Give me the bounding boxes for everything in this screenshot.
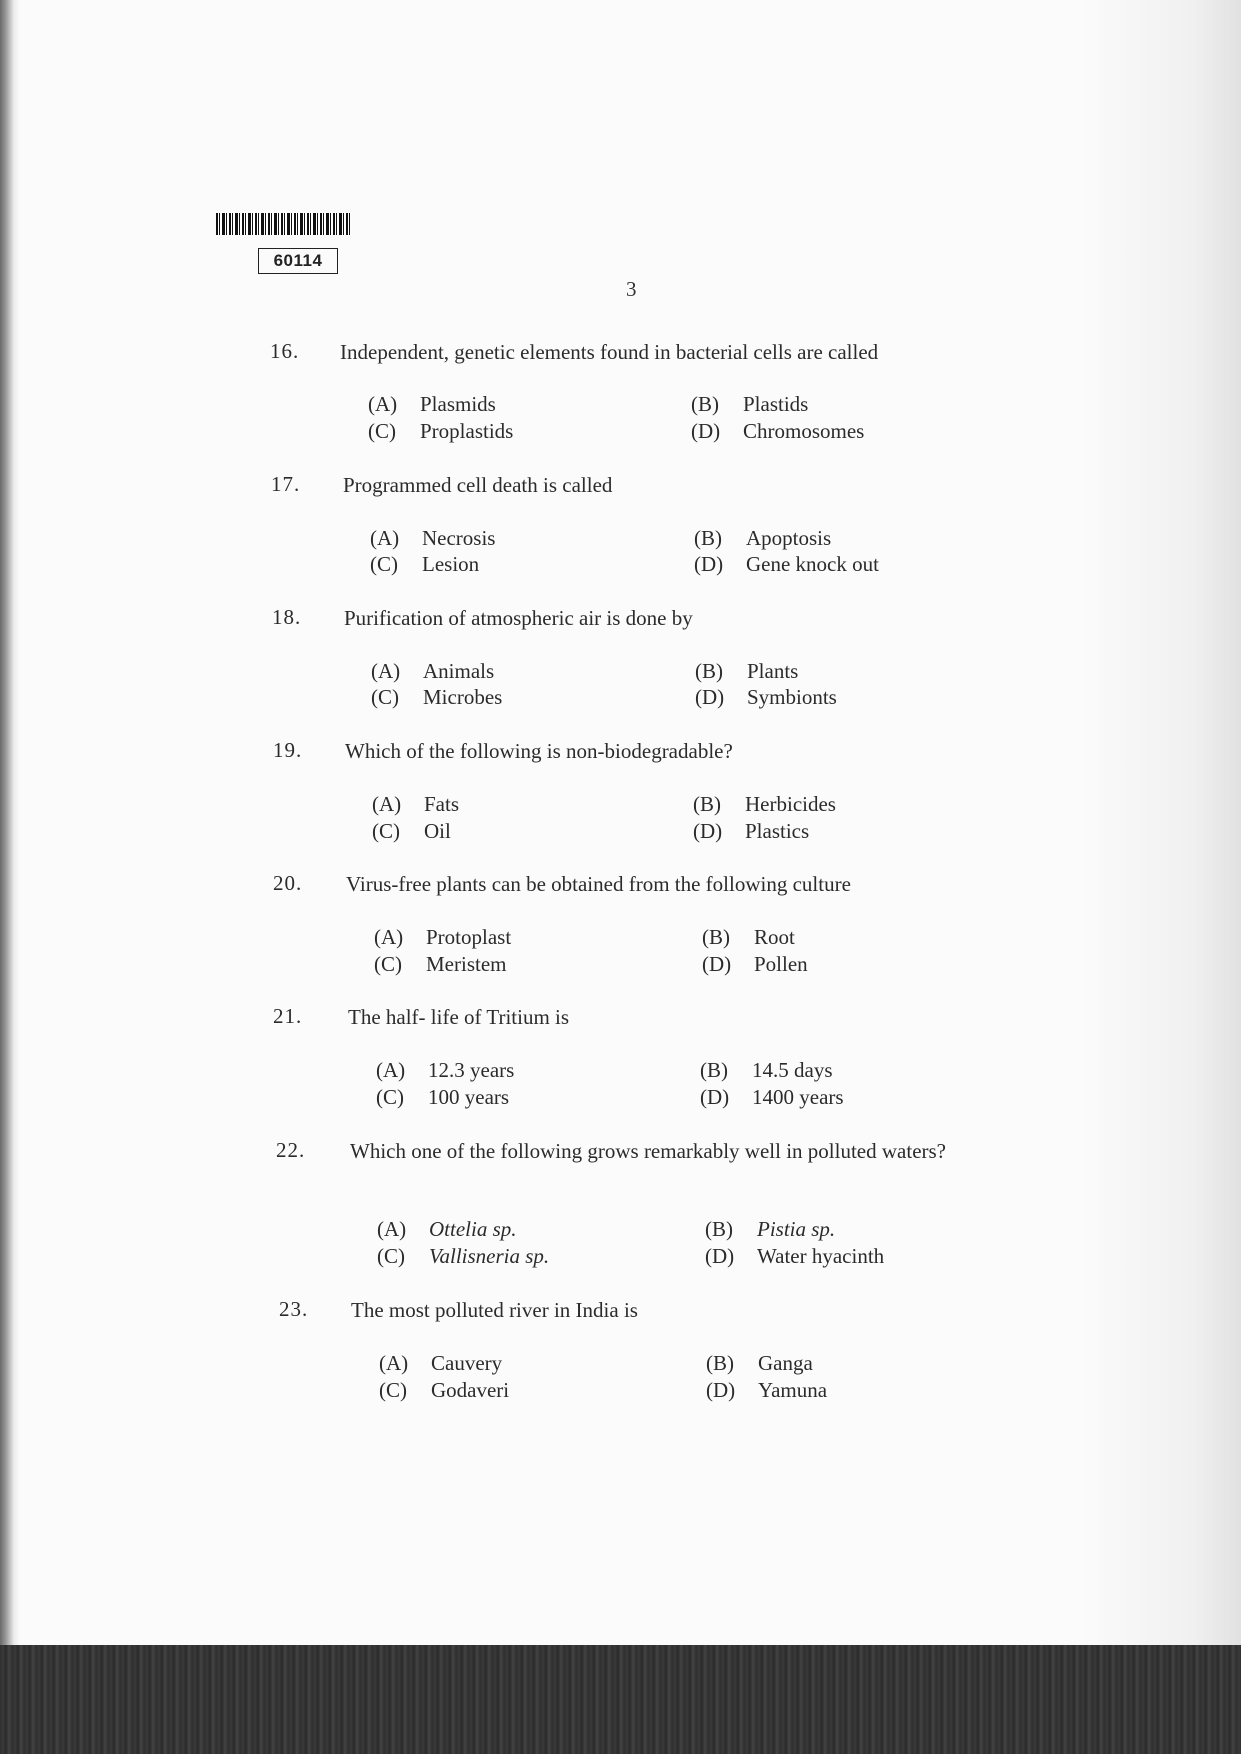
option-c — [371, 685, 502, 710]
option-letter: (B) — [693, 792, 721, 816]
option-letter: (D) — [705, 1244, 735, 1268]
option-d — [691, 419, 864, 444]
question-text: The most polluted river in India is — [351, 1298, 638, 1322]
option-text: Ottelia sp. — [429, 1217, 517, 1241]
option-b — [693, 792, 836, 817]
option-letter: (D) — [695, 685, 725, 709]
option-b — [705, 1217, 835, 1242]
question-number: 18. — [272, 605, 302, 629]
option-letter: (B) — [694, 526, 722, 550]
option-d — [700, 1085, 844, 1110]
question-20 — [273, 871, 993, 981]
option-letter: (D) — [693, 819, 723, 843]
option-letter: (C) — [376, 1085, 404, 1109]
question-number: 19. — [273, 738, 303, 762]
question-number: 17. — [271, 472, 301, 496]
paper-code: 60114 — [258, 248, 338, 274]
option-text: Microbes — [423, 685, 503, 709]
option-b — [691, 392, 808, 417]
scan-edge-left — [0, 0, 20, 1645]
option-text: Plasmids — [420, 392, 496, 416]
question-number: 21. — [273, 1004, 303, 1028]
question-text: Which one of the following grows remarkably well in polluted waters? — [350, 1139, 946, 1163]
option-b — [695, 659, 798, 684]
option-letter: (A) — [371, 659, 401, 683]
option-letter: (A) — [376, 1058, 406, 1082]
option-text: Apoptosis — [746, 526, 832, 550]
option-letter: (B) — [702, 925, 730, 949]
option-text: Gene knock out — [746, 552, 879, 576]
option-text: Chromosomes — [743, 419, 865, 443]
barcode — [216, 213, 350, 235]
scan-edge-bottom — [0, 1645, 1241, 1754]
option-a — [370, 526, 495, 551]
option-text: Fats — [424, 792, 460, 816]
option-text: Herbicides — [745, 792, 836, 816]
option-text: Vallisneria sp. — [429, 1244, 550, 1268]
option-text: 12.3 years — [428, 1058, 515, 1082]
question-number: 20. — [273, 871, 303, 895]
question-16 — [270, 339, 990, 449]
option-c — [368, 419, 513, 444]
option-b — [702, 925, 795, 950]
question-21 — [273, 1004, 993, 1114]
option-c — [374, 952, 506, 977]
question-23 — [279, 1297, 999, 1407]
option-letter: (A) — [374, 925, 404, 949]
option-text: Symbionts — [747, 685, 837, 709]
question-number: 22. — [276, 1138, 306, 1162]
option-letter: (C) — [377, 1244, 405, 1268]
option-text: Plastics — [745, 819, 810, 843]
option-letter: (A) — [368, 392, 398, 416]
option-d — [694, 552, 879, 577]
option-letter: (C) — [368, 419, 396, 443]
option-text: 1400 years — [752, 1085, 844, 1109]
page-number: 3 — [626, 277, 637, 301]
question-text: The half- life of Tritium is — [348, 1005, 570, 1029]
question-22 — [276, 1138, 1016, 1278]
question-18 — [272, 605, 992, 715]
option-c — [379, 1378, 509, 1403]
option-a — [376, 1058, 514, 1083]
option-letter: (D) — [702, 952, 732, 976]
option-text: Plants — [747, 659, 799, 683]
option-b — [706, 1351, 813, 1376]
option-d — [693, 819, 809, 844]
option-text: Pistia sp. — [757, 1217, 836, 1241]
option-c — [377, 1244, 549, 1269]
option-letter: (D) — [700, 1085, 730, 1109]
option-text: 100 years — [428, 1085, 510, 1109]
option-b — [694, 526, 831, 551]
scan-shade-right — [1081, 0, 1241, 1645]
option-a — [371, 659, 494, 684]
option-letter: (A) — [372, 792, 402, 816]
option-text: Necrosis — [422, 526, 496, 550]
option-d — [705, 1244, 884, 1269]
question-19 — [273, 738, 993, 848]
option-text: Cauvery — [431, 1351, 503, 1375]
option-letter: (B) — [691, 392, 719, 416]
option-text: Water hyacinth — [757, 1244, 885, 1268]
option-text: Proplastids — [420, 419, 514, 443]
option-a — [368, 392, 496, 417]
option-letter: (A) — [377, 1217, 407, 1241]
question-text: Virus-free plants can be obtained from the following culture — [346, 872, 851, 896]
question-text: Independent, genetic elements found in bacterial cells are called — [340, 340, 879, 364]
option-text: Animals — [423, 659, 495, 683]
option-text: Meristem — [426, 952, 507, 976]
option-letter: (C) — [371, 685, 399, 709]
question-number: 16. — [270, 339, 300, 363]
option-text: Yamuna — [758, 1378, 828, 1402]
option-text: Lesion — [422, 552, 480, 576]
option-a — [374, 925, 511, 950]
option-letter: (B) — [706, 1351, 734, 1375]
option-a — [379, 1351, 502, 1376]
option-letter: (C) — [370, 552, 398, 576]
option-c — [376, 1085, 509, 1110]
question-text: Purification of atmospheric air is done by — [344, 606, 693, 630]
option-d — [706, 1378, 827, 1403]
option-letter: (B) — [700, 1058, 728, 1082]
question-text: Which of the following is non-biodegradable? — [345, 739, 733, 763]
option-text: Root — [754, 925, 795, 949]
option-text: 14.5 days — [752, 1058, 833, 1082]
option-text: Plastids — [743, 392, 809, 416]
option-c — [370, 552, 479, 577]
option-text: Pollen — [754, 952, 808, 976]
option-a — [372, 792, 459, 817]
option-letter: (B) — [695, 659, 723, 683]
question-17 — [271, 472, 991, 582]
option-text: Oil — [424, 819, 451, 843]
option-letter: (C) — [374, 952, 402, 976]
option-letter: (D) — [706, 1378, 736, 1402]
question-number: 23. — [279, 1297, 309, 1321]
option-letter: (C) — [372, 819, 400, 843]
option-letter: (C) — [379, 1378, 407, 1402]
option-text: Ganga — [758, 1351, 813, 1375]
option-text: Godaveri — [431, 1378, 510, 1402]
option-d — [695, 685, 837, 710]
option-letter: (B) — [705, 1217, 733, 1241]
option-letter: (D) — [691, 419, 721, 443]
option-letter: (A) — [370, 526, 400, 550]
option-text: Protoplast — [426, 925, 512, 949]
option-letter: (A) — [379, 1351, 409, 1375]
option-d — [702, 952, 808, 977]
question-text: Programmed cell death is called — [343, 473, 613, 497]
option-a — [377, 1217, 517, 1242]
option-letter: (D) — [694, 552, 724, 576]
option-c — [372, 819, 451, 844]
option-b — [700, 1058, 833, 1083]
